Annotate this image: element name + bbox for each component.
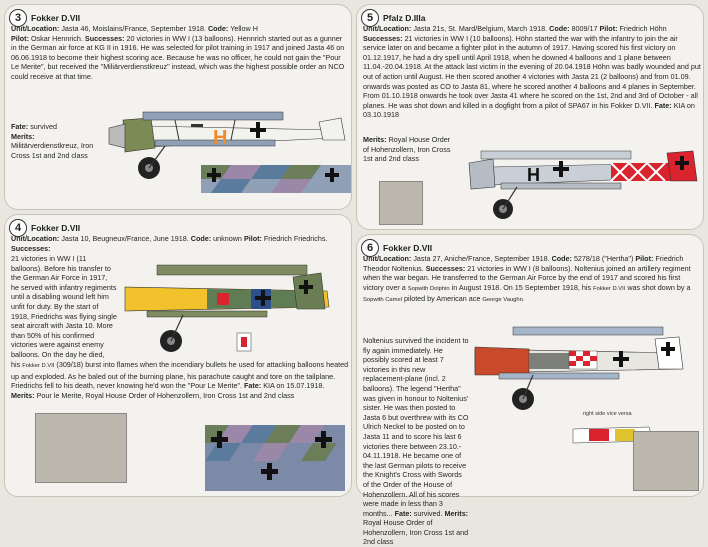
- fate-value: KIA on 03.10.1918: [363, 100, 695, 120]
- pilot-value: Friedrich Theodor Noltenius.: [363, 254, 684, 273]
- fate-label: Fate:: [394, 508, 412, 518]
- panel-number-badge: 6: [361, 239, 379, 257]
- wing-pattern-lower: [205, 425, 345, 491]
- code-label: Code:: [207, 24, 229, 33]
- historic-photo: [633, 431, 699, 491]
- panel-header-text: [11, 234, 349, 253]
- successes-label: Successes:: [363, 33, 403, 43]
- code-label: Code:: [190, 234, 212, 243]
- bio-text: 21 victories in WW I (8 balloons). Noltenius joined an artillery regiment when the war began. He transferred to the German Air Force by the end of 1917 and scored his first victory over a: [363, 263, 691, 292]
- bio-name: his: [11, 360, 21, 369]
- code-value: 8009/17: [571, 24, 598, 33]
- panel-3: [4, 4, 352, 210]
- bio-ace: George Vaughn.: [482, 297, 525, 304]
- code-value: Yellow H: [230, 24, 258, 33]
- panel-header-text: [363, 254, 701, 306]
- panel-text: [363, 24, 701, 120]
- bio-text: 21 victories in WW I (10 balloons). Höhn started the war with the infantry to join the air service later on and became a fighter pilot in the autumn of 1917. Having scored his first victory on 01.12.1917, he had a dry spell until April 1918, when he downed 4 balloons and 1 plane between 11.04.-20.04.1918. At the attack last victim in the evening of 20.04.1918 Höhn was badly wounded and put out of action until August. He then scored another 4 victories with Jasta 21 (2 balloons) and from 01.09. onwards was posted as CO to Jasta 81, where he scored another 4 balloons and 4 planes in September. From 01.10.1918 onwards he took over Jasta 41 where he scored on the 1st, 2nd and 3rd of October - all planes. He was shot down and killed in a dogfight from a pilot of SPA67 in his Fokker D.VII.: [363, 33, 701, 110]
- fuselage-code: H: [527, 165, 540, 185]
- unit-label: Unit/Location:: [11, 24, 60, 33]
- successes-label: Successes:: [84, 33, 125, 43]
- bio-column: [363, 336, 469, 547]
- aircraft-profile-pfalz-hohn: [461, 127, 701, 227]
- unit-value: Jasta 10, Beugneux/France, June 1918.: [61, 234, 189, 243]
- code-label: Code:: [551, 254, 572, 263]
- pilot-label: Pilot:: [11, 33, 29, 43]
- pilot-label: Pilot:: [635, 254, 654, 263]
- panel-title: Pfalz D.IIIa: [383, 13, 426, 23]
- bio-text: piloted by American ace: [404, 294, 481, 304]
- fate-label: Fate:: [654, 100, 672, 110]
- side-note: right side vice versa: [583, 411, 632, 417]
- pilot-value: Friedrich Höhn: [619, 24, 667, 33]
- bio-plane: Sopwith Camel: [363, 297, 402, 304]
- fate-value: KIA on 15.07.1918.: [263, 381, 325, 391]
- merits-block: [363, 135, 453, 164]
- wing-pattern-upper: [201, 165, 351, 193]
- bio-text: was shot down by a: [627, 282, 691, 292]
- bio-plane: Fokker D.VII: [593, 285, 626, 292]
- pilot-value: Oskar Hennrich.: [30, 33, 83, 43]
- bio-serial: Fokker D.VII: [22, 363, 55, 369]
- code-label: Code:: [549, 24, 570, 33]
- unit-label: Unit/Location:: [11, 234, 60, 243]
- bio-text: (309/18) burst into flames when the incendiary bullets he used for attacking balloons heated up and exploded. As he baled out of the burning plane, his parachute caught and tore on the tailplane. Friedrichs fell to his death, never knowing he'd won the "Pour Le Merite".: [11, 360, 349, 391]
- panel-5: [356, 4, 704, 230]
- panel-number-badge: 4: [9, 219, 27, 237]
- merits-value: Pour le Merite, Royal House Order of Hohenzollern, Iron Cross 1st and 2nd class: [36, 390, 295, 400]
- unit-label: Unit/Location:: [363, 24, 412, 33]
- merits-label: Merits:: [11, 390, 35, 400]
- bio-lower: [11, 360, 349, 400]
- panel-title: Fokker D.VII: [31, 223, 81, 233]
- fate-label: Fate:: [244, 381, 262, 391]
- bio-text: in August 1918. On 15 September 1918, his: [451, 282, 592, 292]
- fate-value: survived.: [413, 508, 443, 518]
- merits-label: Merits:: [363, 135, 387, 144]
- panel-number-badge: 3: [9, 9, 27, 27]
- unit-value: Jasta 27, Aniche/France, September 1918.: [413, 254, 550, 263]
- panel-number-badge: 5: [361, 9, 379, 27]
- bio-column: 21 victories in WW I (11 balloons). Before his transfer to the German Air Force in 1917, he served with infantry regiments until a disabling wound left him unfit for duty. By the start of 1918, Friedrichs was flying single seat aircraft with Jasta 10. More than 50% of his confirmed victories were against enemy balloons. On the day he died,: [11, 254, 117, 359]
- panel-title: Fokker D.VII: [383, 243, 433, 253]
- fate-value: survived: [30, 122, 57, 131]
- panel-title: Fokker D.VII: [31, 13, 81, 23]
- merits-label: Merits:: [11, 131, 35, 141]
- fate-label: Fate:: [11, 122, 29, 131]
- fuselage-code: H: [213, 127, 228, 149]
- pilot-value: Friedrich Friedrichs.: [263, 234, 328, 243]
- pilot-label: Pilot:: [243, 234, 262, 243]
- unit-value: Jasta 46, Moislains/France, September 1918.: [61, 24, 206, 33]
- code-value: 5278/18 ("Hertha"): [573, 254, 634, 263]
- merits-value: Militärverdienstkreuz, Iron Cross 1st and 2nd class: [11, 141, 94, 160]
- panel-text: [11, 24, 349, 82]
- panel-4: [4, 214, 352, 497]
- historic-photo: [35, 413, 127, 483]
- panel-6: [356, 234, 704, 547]
- merits-value: Royal House Order of Hohenzollern, Iron Cross 1st and 2nd class: [363, 135, 451, 164]
- bio-text: Noltenius survived the incident to fly again immediately. He possibly scored at least 7 victories in this new replacement-plane (incl. 2 balloons). The legend "Hertha" was given in honour to Noltenius' sister. He was then posted to Jasta 6 but overthrew with its CO Ulrich Neckel to be posted on to Jasta 11 and to score his last 6 victories there between 23.10.- 04.11.1918. He became one of the last German pilots to receive the Knight's Cross with Swords of the Order of the House of Hohenzollern. All of his scores were made in less than 3 months...: [363, 336, 469, 518]
- code-value: unknown: [213, 234, 242, 243]
- fate-merits: [11, 122, 111, 160]
- pilot-label: Pilot:: [599, 24, 618, 33]
- unit-value: Jasta 21s, St. Mard/Belgium, March 1918.: [413, 24, 548, 33]
- aircraft-profile-fokker-noltenius: [469, 319, 701, 415]
- successes-label: Successes:: [11, 243, 51, 253]
- aircraft-profile-fokker-friedrichs: [117, 255, 347, 361]
- merits-label: Merits:: [444, 508, 469, 518]
- unit-label: Unit/Location:: [363, 254, 412, 263]
- bio-plane: Sopwith Dolphin: [407, 285, 450, 292]
- successes-label: Successes:: [425, 263, 466, 273]
- pilot-photo: [379, 181, 423, 225]
- merits-value: Royal House Order of Hohenzollern, Iron Cross 1st and 2nd class: [363, 518, 469, 547]
- bio-text: 20 victories in WW I (13 balloons). Hennrich started out as a gunner in the German air force at KG II in 1916. He was selected for pilot training in 1917 and joined Jasta 46 on 06.06.1918 to become their highest scoring ace. Because he was no officer, he could not gain the "Pour Le Merite", but received the "Miliärverdienstkreuz" instead, which was the highest possible order an NCO could receive at that time.: [11, 33, 345, 81]
